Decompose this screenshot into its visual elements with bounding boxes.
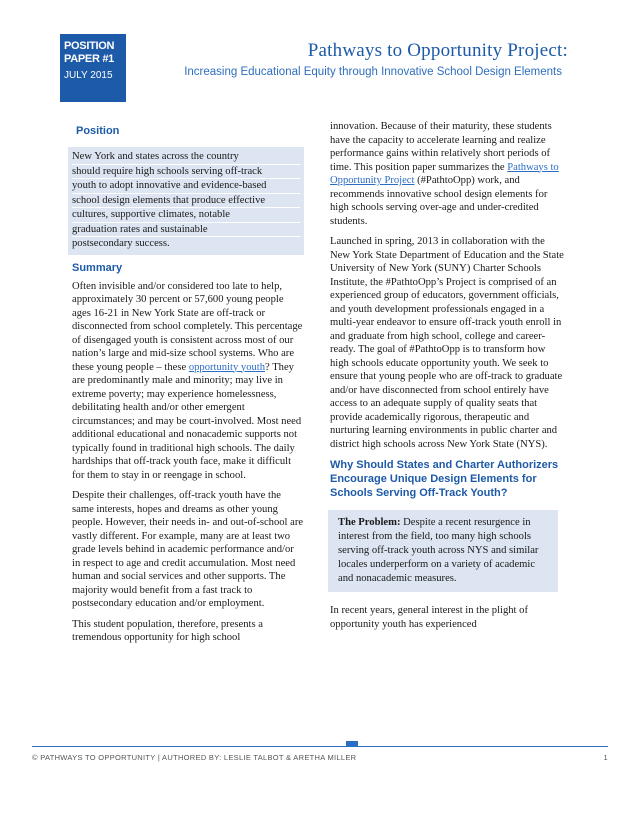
problem-label: The Problem: xyxy=(338,517,401,528)
summary-paragraph-3: This student population, therefore, presents a tremendous opportunity for high school xyxy=(72,618,263,643)
summary-p1-text-cont: ? They are predominantly male and minority; may live in extreme poverty; may experience homelessness, debilitating health and/or other emergent circumstances; and may be court-involved. Most need additional educational and nonacademic supports not typically found in traditional high schools. The daily hardships that off-track youth face, make it difficult for them to stay in or reengage in school. xyxy=(72,361,302,481)
page-number: 1 xyxy=(603,753,608,762)
right-column xyxy=(330,120,566,638)
badge-line-2: PAPER #1 xyxy=(64,53,114,65)
summary-paragraph-1 xyxy=(72,280,304,483)
position-line: graduation rates and sustainable xyxy=(72,223,300,238)
summary-p1-text: Often invisible and/or considered too late to help, approximately 30 percent or 57,600 young people ages 16-21 in New York State are off-track or disconnected from school completely. This percentage of disengaged youth is consistent across most of our nation’s large and mid-size school systems. Who are these young people – these xyxy=(72,280,303,373)
paper-subtitle: Increasing Educational Equity through Innovative School Design Elements xyxy=(184,66,562,78)
position-line: cultures, supportive climates, notable xyxy=(72,208,300,223)
opportunity-youth-link[interactable]: opportunity youth xyxy=(188,361,266,373)
position-line: New York and states across the country xyxy=(72,150,300,165)
position-line: school design elements that produce effective xyxy=(72,194,300,209)
footer xyxy=(32,753,608,762)
right-paragraph-1 xyxy=(330,120,566,228)
left-column xyxy=(72,124,304,652)
problem-box xyxy=(328,510,558,592)
right-paragraph-3: In recent years, general interest in the plight of opportunity youth has experienced xyxy=(330,605,528,630)
why-heading: Why Should States and Charter Authorizers Encourage Unique Design Elements for Schools Serving Off-Track Youth? xyxy=(330,459,559,499)
footer-text: © PATHWAYS TO OPPORTUNITY | AUTHORED BY: LESLIE TALBOT & ARETHA MILLER xyxy=(32,753,357,762)
footer-rule xyxy=(32,746,608,747)
badge-date: JULY 2015 xyxy=(64,70,113,81)
position-line: postsecondary success. xyxy=(72,238,170,249)
paper-title: Pathways to Opportunity Project: xyxy=(307,40,568,61)
right-p1-text: innovation. Because of their maturity, these students have the capacity to accelerate learning and realize performance gains within relatively short periods of time. This position paper summarizes the xyxy=(330,121,552,173)
position-statement-box xyxy=(68,147,304,255)
badge-line-1: POSITION xyxy=(64,40,115,52)
position-line: should require high schools serving off-track xyxy=(72,165,300,180)
right-p1-text-cont: (#PathtoOpp) work, and recommends innovative school design elements for high schools serving over-age and under-credited students. xyxy=(330,175,548,227)
problem-text: Despite a recent resurgence in interest from the field, too many high schools serving off-track youth across NYS and similar locales underperform on a variety of academic and nonacademic measures. xyxy=(338,517,539,584)
summary-paragraph-2: Despite their challenges, off-track youth have the same interests, hopes and dreams as other young people. However, their needs in- and out-of-school are vastly different. For example, many are at least two grade levels behind in academic performance and/or in respect to age and credit accumulation. Most need human and social services and other supports. The majority would benefit from a fast track to postsecondary education and/or employment. xyxy=(72,490,304,609)
pathways-project-link[interactable]: Pathways to Opportunity Project xyxy=(330,161,559,186)
position-heading: Position xyxy=(76,125,120,137)
position-line: youth to adopt innovative and evidence-based xyxy=(72,179,300,194)
summary-heading: Summary xyxy=(72,261,123,274)
right-paragraph-2: Launched in spring, 2013 in collaboration with the New York State Department of Education and the State University of New York (SUNY) Charter Schools Institute, the #PathtoOpp’s Project is comprised of an experienced group of educators, government officials, and youth development professionals engaged in a multi-year endeavor to ensure off-track youth enroll in and graduate from high school, college and career-ready. The goal of #PathtoOpp is to transform how high schools educate opportunity youth. We seek to ensure that young people who are off-track to graduate and/or have disconnected from school entirely have access to an adequate supply of quality seats that provide academically rigorous, therapeutic and nurturing learning environments in public charter and district high schools across New York State (NYS). xyxy=(330,236,564,450)
position-paper-badge xyxy=(60,34,126,102)
